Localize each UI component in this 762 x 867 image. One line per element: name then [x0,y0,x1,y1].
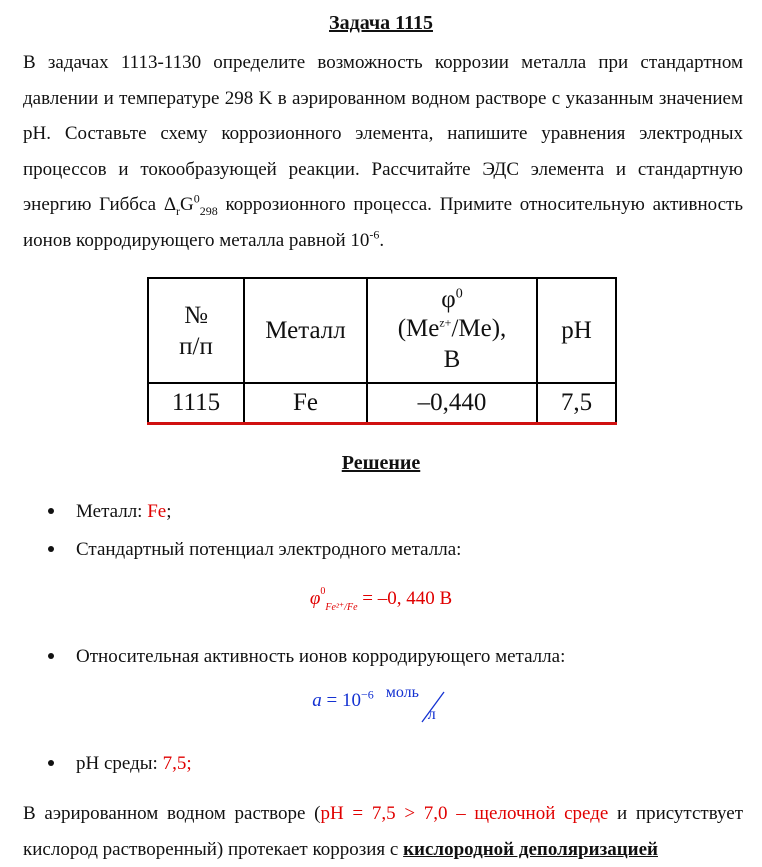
delta-subscript: r [176,204,181,219]
oxygen-depolarization-term: кислородной деполяризацией [403,838,658,860]
metal-value: Fe [147,501,167,522]
task-statement [23,45,743,259]
cell-number: 1115 [148,383,244,424]
cell-potential: –0,440 [367,383,537,424]
potential-formula: $\varphi^0_{Fe^{2+}/Fe} = -0$, 440 В [309,586,453,613]
list-item-activity: Относительная активность ионов корродирующего металла: [48,644,565,670]
statement-end: . [379,229,385,251]
phi-symbol: φ [441,285,456,313]
solution-heading: Решение [341,452,421,474]
bullet-dot [48,508,54,514]
gibbs-subscript: 298 [199,204,218,219]
list-item-ph: pH среды: 7,5; [48,751,192,777]
cell-ph: 7,5 [537,383,616,424]
potential-value: = –0, 440 В [357,588,453,609]
bullet-dot [48,760,54,766]
conclusion-paragraph: В аэрированном водном растворе (pH = 7,5 > 7,0 – щелочной среде и присутствует кислород растворенный) протекает коррозия с кислородной деполяризацией [23,803,744,860]
statement-text-1: В задачах 1113-1130 определите возможность коррозии металла при стандартном давлении и температуре 298 K в аэрированном водном растворе с указанным значением pH. Составьте схему коррозионного элемента, напишите уравнения электродных процессов и токообразующей реакции. Рассчитайте ЭДС элемента и стандартную энергию Гиббса [23,52,743,216]
header-ph: pH [537,278,616,383]
activity-formula: $a = 10^{-6}$ моль л [0,690,762,724]
list-item-metal: Металл: Fe; [48,499,172,525]
unit-fraction: моль л [384,690,450,724]
table-header-row [148,278,616,383]
task-data-table [147,277,617,425]
gibbs-superscript: 0 [193,192,200,207]
statement-text-2: коррозионного процесса. Примите относительную активность ионов корродирующего металла равной 10 [23,194,743,251]
phi-symbol: φ [309,588,321,609]
activity-exponent: -6 [369,227,380,242]
delta-symbol: Δ [163,194,177,216]
bullet-dot [48,546,54,552]
ph-value: 7,5; [162,753,192,774]
table-row [148,383,616,424]
alkaline-medium-note: pH = 7,5 > 7,0 – щелочной среде [320,803,609,824]
gibbs-symbol: G [180,194,194,216]
header-metal: Металл [244,278,367,383]
header-number: № п/п [148,278,244,383]
cell-metal: Fe [244,383,367,424]
list-item-standard-potential: Стандартный потенциал электродного металла: [48,537,461,563]
task-title: Задача 1115 [329,12,433,34]
header-potential: $\varphi^0$ $(Me^{z+}/Me)$, В [367,278,537,383]
bullet-dot [48,653,54,659]
activity-symbol: a [312,690,322,711]
